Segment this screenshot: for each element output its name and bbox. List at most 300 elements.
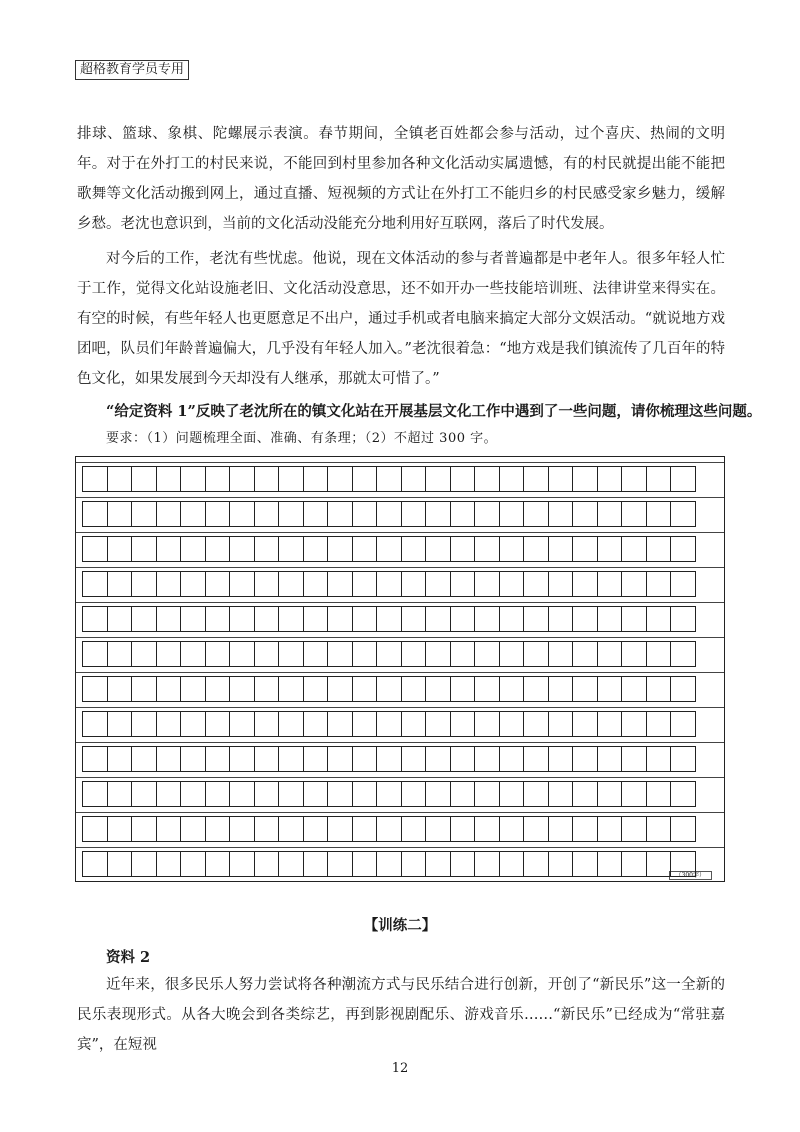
grid-cell[interactable] xyxy=(278,851,304,877)
grid-cell[interactable] xyxy=(303,781,329,807)
grid-cell[interactable] xyxy=(621,711,647,737)
grid-cell[interactable] xyxy=(327,606,353,632)
grid-cell[interactable] xyxy=(352,606,378,632)
grid-cell[interactable] xyxy=(352,676,378,702)
grid-cell[interactable] xyxy=(156,606,182,632)
grid-cell[interactable] xyxy=(499,571,525,597)
grid-cell[interactable] xyxy=(523,466,549,492)
grid-cell[interactable] xyxy=(352,781,378,807)
grid-cell[interactable] xyxy=(401,606,427,632)
grid-cell[interactable] xyxy=(205,851,231,877)
grid-cell[interactable] xyxy=(303,816,329,842)
grid-cell[interactable] xyxy=(107,536,133,562)
grid-cell[interactable] xyxy=(205,711,231,737)
grid-cell[interactable] xyxy=(303,641,329,667)
grid-cell[interactable] xyxy=(205,536,231,562)
grid-cell[interactable] xyxy=(401,466,427,492)
grid-cell[interactable] xyxy=(107,851,133,877)
grid-cell[interactable] xyxy=(254,466,280,492)
grid-cell[interactable] xyxy=(523,571,549,597)
grid-cell[interactable] xyxy=(156,466,182,492)
grid-cell[interactable] xyxy=(572,571,598,597)
grid-cell[interactable] xyxy=(352,816,378,842)
grid-cell[interactable] xyxy=(254,536,280,562)
grid-cell[interactable] xyxy=(327,816,353,842)
grid-cell[interactable] xyxy=(670,711,696,737)
grid-cell[interactable] xyxy=(229,641,255,667)
grid-cell[interactable] xyxy=(670,536,696,562)
grid-cell[interactable] xyxy=(82,536,108,562)
grid-cell[interactable] xyxy=(278,571,304,597)
grid-cell[interactable] xyxy=(376,466,402,492)
grid-cell[interactable] xyxy=(376,641,402,667)
grid-cell[interactable] xyxy=(156,571,182,597)
grid-cell[interactable] xyxy=(107,641,133,667)
grid-cell[interactable] xyxy=(474,676,500,702)
grid-cell[interactable] xyxy=(229,746,255,772)
grid-cell[interactable] xyxy=(425,816,451,842)
grid-cell[interactable] xyxy=(278,711,304,737)
grid-cell[interactable] xyxy=(131,571,157,597)
grid-cell[interactable] xyxy=(107,711,133,737)
grid-cell[interactable] xyxy=(621,466,647,492)
grid-cell[interactable] xyxy=(401,851,427,877)
grid-cell[interactable] xyxy=(254,816,280,842)
grid-cell[interactable] xyxy=(499,536,525,562)
grid-cell[interactable] xyxy=(254,851,280,877)
grid-cell[interactable] xyxy=(597,711,623,737)
grid-cell[interactable] xyxy=(523,676,549,702)
grid-cell[interactable] xyxy=(131,676,157,702)
grid-cell[interactable] xyxy=(425,851,451,877)
grid-cell[interactable] xyxy=(278,781,304,807)
grid-cell[interactable] xyxy=(646,536,672,562)
grid-cell[interactable] xyxy=(229,676,255,702)
grid-cell[interactable] xyxy=(82,781,108,807)
grid-cell[interactable] xyxy=(548,676,574,702)
grid-cell[interactable] xyxy=(621,501,647,527)
grid-cell[interactable] xyxy=(646,816,672,842)
grid-cell[interactable] xyxy=(572,641,598,667)
grid-cell[interactable] xyxy=(597,746,623,772)
grid-cell[interactable] xyxy=(401,746,427,772)
grid-cell[interactable] xyxy=(425,676,451,702)
grid-cell[interactable] xyxy=(670,851,696,877)
grid-cell[interactable] xyxy=(303,851,329,877)
grid-cell[interactable] xyxy=(621,606,647,632)
grid-cell[interactable] xyxy=(180,676,206,702)
grid-cell[interactable] xyxy=(548,851,574,877)
grid-cell[interactable] xyxy=(303,571,329,597)
grid-cell[interactable] xyxy=(499,746,525,772)
grid-cell[interactable] xyxy=(401,676,427,702)
grid-cell[interactable] xyxy=(425,641,451,667)
grid-cell[interactable] xyxy=(229,501,255,527)
grid-cell[interactable] xyxy=(131,851,157,877)
grid-cell[interactable] xyxy=(523,746,549,772)
grid-cell[interactable] xyxy=(131,781,157,807)
grid-cell[interactable] xyxy=(303,466,329,492)
grid-cell[interactable] xyxy=(107,781,133,807)
grid-cell[interactable] xyxy=(376,571,402,597)
grid-cell[interactable] xyxy=(474,466,500,492)
grid-cell[interactable] xyxy=(474,711,500,737)
grid-cell[interactable] xyxy=(229,851,255,877)
grid-cell[interactable] xyxy=(278,816,304,842)
grid-cell[interactable] xyxy=(572,501,598,527)
grid-cell[interactable] xyxy=(523,711,549,737)
grid-cell[interactable] xyxy=(425,536,451,562)
grid-cell[interactable] xyxy=(474,501,500,527)
grid-cell[interactable] xyxy=(450,676,476,702)
grid-cell[interactable] xyxy=(254,641,280,667)
grid-cell[interactable] xyxy=(548,571,574,597)
grid-cell[interactable] xyxy=(499,641,525,667)
grid-cell[interactable] xyxy=(254,571,280,597)
grid-cell[interactable] xyxy=(254,711,280,737)
grid-cell[interactable] xyxy=(597,466,623,492)
grid-cell[interactable] xyxy=(670,571,696,597)
grid-cell[interactable] xyxy=(572,781,598,807)
grid-cell[interactable] xyxy=(401,711,427,737)
grid-cell[interactable] xyxy=(646,851,672,877)
grid-cell[interactable] xyxy=(352,641,378,667)
grid-cell[interactable] xyxy=(327,501,353,527)
grid-cell[interactable] xyxy=(646,466,672,492)
grid-cell[interactable] xyxy=(376,851,402,877)
grid-cell[interactable] xyxy=(597,641,623,667)
grid-cell[interactable] xyxy=(82,676,108,702)
grid-cell[interactable] xyxy=(131,466,157,492)
grid-cell[interactable] xyxy=(474,606,500,632)
grid-cell[interactable] xyxy=(229,816,255,842)
grid-cell[interactable] xyxy=(670,641,696,667)
grid-cell[interactable] xyxy=(205,501,231,527)
grid-cell[interactable] xyxy=(205,746,231,772)
grid-cell[interactable] xyxy=(156,781,182,807)
grid-cell[interactable] xyxy=(229,571,255,597)
grid-cell[interactable] xyxy=(646,571,672,597)
grid-cell[interactable] xyxy=(425,571,451,597)
grid-cell[interactable] xyxy=(499,501,525,527)
grid-cell[interactable] xyxy=(450,606,476,632)
grid-cell[interactable] xyxy=(621,816,647,842)
grid-cell[interactable] xyxy=(156,816,182,842)
grid-cell[interactable] xyxy=(474,746,500,772)
grid-cell[interactable] xyxy=(254,676,280,702)
grid-cell[interactable] xyxy=(646,501,672,527)
grid-cell[interactable] xyxy=(401,816,427,842)
grid-cell[interactable] xyxy=(278,466,304,492)
grid-cell[interactable] xyxy=(548,641,574,667)
grid-cell[interactable] xyxy=(670,501,696,527)
grid-cell[interactable] xyxy=(156,501,182,527)
grid-cell[interactable] xyxy=(131,746,157,772)
grid-cell[interactable] xyxy=(401,571,427,597)
grid-cell[interactable] xyxy=(156,746,182,772)
grid-cell[interactable] xyxy=(499,711,525,737)
grid-cell[interactable] xyxy=(180,851,206,877)
grid-cell[interactable] xyxy=(278,746,304,772)
grid-cell[interactable] xyxy=(229,606,255,632)
grid-cell[interactable] xyxy=(376,501,402,527)
grid-cell[interactable] xyxy=(450,851,476,877)
grid-cell[interactable] xyxy=(548,536,574,562)
grid-cell[interactable] xyxy=(523,606,549,632)
grid-cell[interactable] xyxy=(254,501,280,527)
grid-cell[interactable] xyxy=(327,571,353,597)
grid-cell[interactable] xyxy=(474,536,500,562)
grid-cell[interactable] xyxy=(450,711,476,737)
grid-cell[interactable] xyxy=(670,781,696,807)
grid-cell[interactable] xyxy=(205,606,231,632)
grid-cell[interactable] xyxy=(646,781,672,807)
grid-cell[interactable] xyxy=(670,466,696,492)
grid-cell[interactable] xyxy=(401,781,427,807)
grid-cell[interactable] xyxy=(156,676,182,702)
grid-cell[interactable] xyxy=(303,746,329,772)
grid-cell[interactable] xyxy=(548,711,574,737)
grid-cell[interactable] xyxy=(523,781,549,807)
grid-cell[interactable] xyxy=(82,851,108,877)
grid-cell[interactable] xyxy=(131,711,157,737)
grid-cell[interactable] xyxy=(327,746,353,772)
grid-cell[interactable] xyxy=(254,606,280,632)
grid-cell[interactable] xyxy=(548,816,574,842)
grid-cell[interactable] xyxy=(327,781,353,807)
grid-cell[interactable] xyxy=(425,606,451,632)
grid-cell[interactable] xyxy=(303,536,329,562)
grid-cell[interactable] xyxy=(450,536,476,562)
grid-cell[interactable] xyxy=(597,606,623,632)
grid-cell[interactable] xyxy=(425,466,451,492)
grid-cell[interactable] xyxy=(376,536,402,562)
grid-cell[interactable] xyxy=(646,711,672,737)
grid-cell[interactable] xyxy=(450,571,476,597)
grid-cell[interactable] xyxy=(474,781,500,807)
grid-cell[interactable] xyxy=(548,781,574,807)
grid-cell[interactable] xyxy=(572,851,598,877)
grid-cell[interactable] xyxy=(131,501,157,527)
grid-cell[interactable] xyxy=(572,536,598,562)
grid-cell[interactable] xyxy=(548,606,574,632)
grid-cell[interactable] xyxy=(499,781,525,807)
grid-cell[interactable] xyxy=(597,851,623,877)
grid-cell[interactable] xyxy=(670,606,696,632)
grid-cell[interactable] xyxy=(621,571,647,597)
grid-cell[interactable] xyxy=(352,851,378,877)
grid-cell[interactable] xyxy=(278,501,304,527)
grid-cell[interactable] xyxy=(621,641,647,667)
grid-cell[interactable] xyxy=(107,676,133,702)
grid-cell[interactable] xyxy=(254,781,280,807)
grid-cell[interactable] xyxy=(425,501,451,527)
grid-cell[interactable] xyxy=(450,501,476,527)
grid-cell[interactable] xyxy=(401,641,427,667)
grid-cell[interactable] xyxy=(303,711,329,737)
grid-cell[interactable] xyxy=(572,466,598,492)
grid-cell[interactable] xyxy=(572,816,598,842)
grid-cell[interactable] xyxy=(621,781,647,807)
grid-cell[interactable] xyxy=(156,851,182,877)
grid-cell[interactable] xyxy=(229,711,255,737)
grid-cell[interactable] xyxy=(229,536,255,562)
grid-cell[interactable] xyxy=(621,746,647,772)
grid-cell[interactable] xyxy=(278,641,304,667)
grid-cell[interactable] xyxy=(180,781,206,807)
grid-cell[interactable] xyxy=(131,641,157,667)
grid-cell[interactable] xyxy=(229,466,255,492)
grid-cell[interactable] xyxy=(499,851,525,877)
grid-cell[interactable] xyxy=(131,816,157,842)
grid-cell[interactable] xyxy=(376,746,402,772)
grid-cell[interactable] xyxy=(180,466,206,492)
grid-cell[interactable] xyxy=(107,466,133,492)
grid-cell[interactable] xyxy=(254,746,280,772)
grid-cell[interactable] xyxy=(597,536,623,562)
grid-cell[interactable] xyxy=(327,536,353,562)
grid-cell[interactable] xyxy=(450,781,476,807)
grid-cell[interactable] xyxy=(180,711,206,737)
grid-cell[interactable] xyxy=(327,851,353,877)
grid-cell[interactable] xyxy=(205,466,231,492)
grid-cell[interactable] xyxy=(180,571,206,597)
grid-cell[interactable] xyxy=(646,641,672,667)
grid-cell[interactable] xyxy=(499,466,525,492)
grid-cell[interactable] xyxy=(352,711,378,737)
grid-cell[interactable] xyxy=(499,816,525,842)
grid-cell[interactable] xyxy=(180,501,206,527)
grid-cell[interactable] xyxy=(621,851,647,877)
grid-cell[interactable] xyxy=(82,711,108,737)
grid-cell[interactable] xyxy=(646,606,672,632)
grid-cell[interactable] xyxy=(303,501,329,527)
grid-cell[interactable] xyxy=(499,676,525,702)
grid-cell[interactable] xyxy=(548,466,574,492)
grid-cell[interactable] xyxy=(180,746,206,772)
grid-cell[interactable] xyxy=(597,571,623,597)
grid-cell[interactable] xyxy=(646,676,672,702)
grid-cell[interactable] xyxy=(229,781,255,807)
grid-cell[interactable] xyxy=(425,781,451,807)
grid-cell[interactable] xyxy=(376,816,402,842)
grid-cell[interactable] xyxy=(82,571,108,597)
grid-cell[interactable] xyxy=(597,816,623,842)
grid-cell[interactable] xyxy=(82,466,108,492)
grid-cell[interactable] xyxy=(572,746,598,772)
grid-cell[interactable] xyxy=(180,606,206,632)
grid-cell[interactable] xyxy=(156,641,182,667)
grid-cell[interactable] xyxy=(425,711,451,737)
grid-cell[interactable] xyxy=(278,606,304,632)
grid-cell[interactable] xyxy=(205,781,231,807)
grid-cell[interactable] xyxy=(82,746,108,772)
grid-cell[interactable] xyxy=(278,536,304,562)
grid-cell[interactable] xyxy=(597,781,623,807)
grid-cell[interactable] xyxy=(82,606,108,632)
grid-cell[interactable] xyxy=(523,851,549,877)
grid-cell[interactable] xyxy=(205,571,231,597)
grid-cell[interactable] xyxy=(670,676,696,702)
grid-cell[interactable] xyxy=(376,606,402,632)
grid-cell[interactable] xyxy=(107,746,133,772)
grid-cell[interactable] xyxy=(523,816,549,842)
grid-cell[interactable] xyxy=(352,536,378,562)
grid-cell[interactable] xyxy=(548,746,574,772)
grid-cell[interactable] xyxy=(450,466,476,492)
grid-cell[interactable] xyxy=(156,536,182,562)
grid-cell[interactable] xyxy=(523,536,549,562)
grid-cell[interactable] xyxy=(670,816,696,842)
grid-cell[interactable] xyxy=(621,676,647,702)
grid-cell[interactable] xyxy=(597,676,623,702)
grid-cell[interactable] xyxy=(597,501,623,527)
grid-cell[interactable] xyxy=(82,816,108,842)
grid-cell[interactable] xyxy=(499,606,525,632)
grid-cell[interactable] xyxy=(303,606,329,632)
grid-cell[interactable] xyxy=(670,746,696,772)
grid-cell[interactable] xyxy=(327,676,353,702)
grid-cell[interactable] xyxy=(572,711,598,737)
grid-cell[interactable] xyxy=(376,676,402,702)
grid-cell[interactable] xyxy=(572,606,598,632)
grid-cell[interactable] xyxy=(327,641,353,667)
grid-cell[interactable] xyxy=(352,466,378,492)
grid-cell[interactable] xyxy=(180,641,206,667)
grid-cell[interactable] xyxy=(180,536,206,562)
grid-cell[interactable] xyxy=(352,746,378,772)
grid-cell[interactable] xyxy=(205,641,231,667)
grid-cell[interactable] xyxy=(425,746,451,772)
grid-cell[interactable] xyxy=(401,501,427,527)
grid-cell[interactable] xyxy=(450,641,476,667)
grid-cell[interactable] xyxy=(107,606,133,632)
grid-cell[interactable] xyxy=(180,816,206,842)
grid-cell[interactable] xyxy=(474,571,500,597)
grid-cell[interactable] xyxy=(131,606,157,632)
grid-cell[interactable] xyxy=(82,501,108,527)
grid-cell[interactable] xyxy=(205,816,231,842)
grid-cell[interactable] xyxy=(82,641,108,667)
grid-cell[interactable] xyxy=(205,676,231,702)
grid-cell[interactable] xyxy=(327,711,353,737)
grid-cell[interactable] xyxy=(303,676,329,702)
grid-cell[interactable] xyxy=(548,501,574,527)
grid-cell[interactable] xyxy=(107,501,133,527)
grid-cell[interactable] xyxy=(376,781,402,807)
grid-cell[interactable] xyxy=(474,641,500,667)
grid-cell[interactable] xyxy=(401,536,427,562)
grid-cell[interactable] xyxy=(450,816,476,842)
grid-cell[interactable] xyxy=(646,746,672,772)
grid-cell[interactable] xyxy=(450,746,476,772)
grid-cell[interactable] xyxy=(474,851,500,877)
grid-cell[interactable] xyxy=(107,816,133,842)
answer-grid[interactable] xyxy=(75,456,725,882)
grid-cell[interactable] xyxy=(327,466,353,492)
grid-cell[interactable] xyxy=(523,641,549,667)
grid-cell[interactable] xyxy=(131,536,157,562)
grid-cell[interactable] xyxy=(278,676,304,702)
grid-cell[interactable] xyxy=(156,711,182,737)
grid-cell[interactable] xyxy=(376,711,402,737)
grid-cell[interactable] xyxy=(621,536,647,562)
grid-cell[interactable] xyxy=(352,571,378,597)
grid-cell[interactable] xyxy=(352,501,378,527)
grid-cell[interactable] xyxy=(523,501,549,527)
grid-cell[interactable] xyxy=(572,676,598,702)
grid-cell[interactable] xyxy=(474,816,500,842)
